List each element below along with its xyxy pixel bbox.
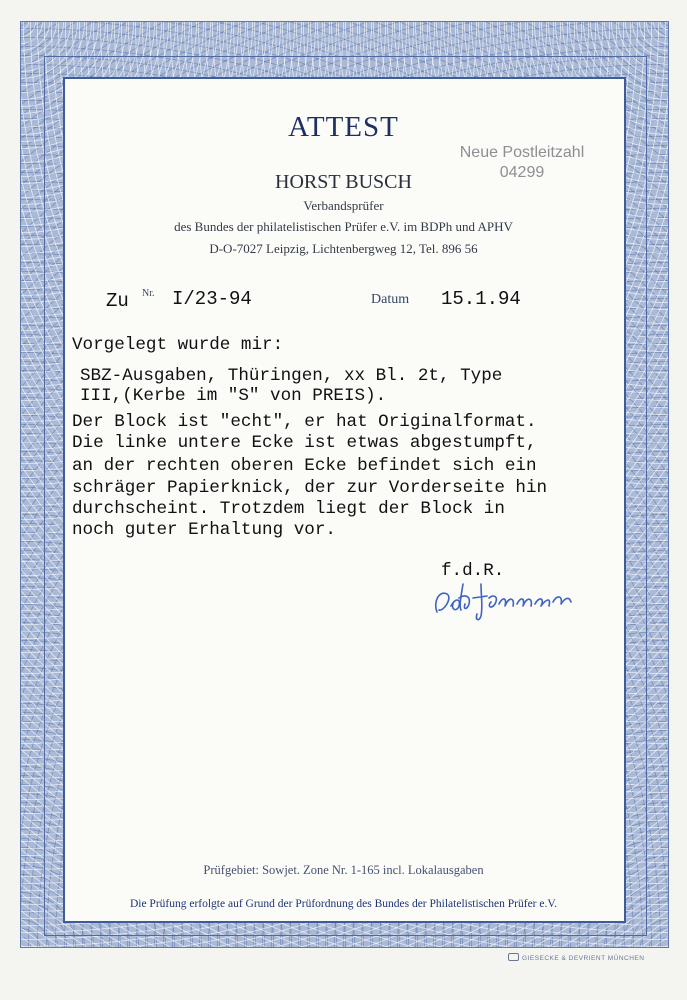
examiner-association: des Bundes der philatelistischen Prüfer e.V. im BDPh und APHV xyxy=(174,219,513,234)
postcode-stamp-line2: 04299 xyxy=(499,164,545,181)
body-line: SBZ-Ausgaben, Thüringen, xx Bl. 2t, Type xyxy=(80,366,503,386)
body-line: durchscheint. Trotzdem liegt der Block in xyxy=(72,499,505,519)
nr-label: Nr. xyxy=(142,288,155,299)
datum-label: Datum xyxy=(371,292,410,307)
certificate-date: 15.1.94 xyxy=(441,288,521,310)
body-line: noch guter Erhaltung vor. xyxy=(72,520,336,540)
examination-regulation: Die Prüfung erfolgte auf Grund der Prüfordnung des Bundes der Philatelistischen Prüfer e.V. xyxy=(129,898,558,910)
postcode-stamp-line1: Neue Postleitzahl xyxy=(459,144,585,161)
printer-imprint: GIESECKE & DEVRIENT MÜNCHEN xyxy=(522,955,645,962)
examiner-role: Verbandsprüfer xyxy=(303,198,384,213)
body-line: Die linke untere Ecke ist etwas abgestumpft, xyxy=(72,433,537,453)
body-line: Vorgelegt wurde mir: xyxy=(72,335,284,355)
body-line: Der Block ist "echt", er hat Originalformat. xyxy=(72,412,537,432)
body-line: III,(Kerbe im "S" von PREIS). xyxy=(80,386,387,406)
handwritten-signature xyxy=(429,576,589,626)
fdr-label: f.d.R. xyxy=(441,561,505,581)
reference-number: I/23-94 xyxy=(172,288,252,310)
body-line: an der rechten oberen Ecke befindet sich ein xyxy=(72,456,537,476)
body-line: schräger Papierknick, der zur Vorderseite hin xyxy=(72,478,548,498)
examiner-address: D-O-7027 Leipzig, Lichtenbergweg 12, Tel. 896 56 xyxy=(209,241,478,256)
printer-logo-icon xyxy=(508,953,519,961)
certificate-title: ATTEST xyxy=(288,111,399,143)
examiner-name: HORST BUSCH xyxy=(275,171,412,193)
zu-label: Zu xyxy=(106,290,129,312)
examination-scope: Prüfgebiet: Sowjet. Zone Nr. 1-165 incl. Lokalausgaben xyxy=(203,863,484,877)
postcode-stamp xyxy=(452,143,592,183)
